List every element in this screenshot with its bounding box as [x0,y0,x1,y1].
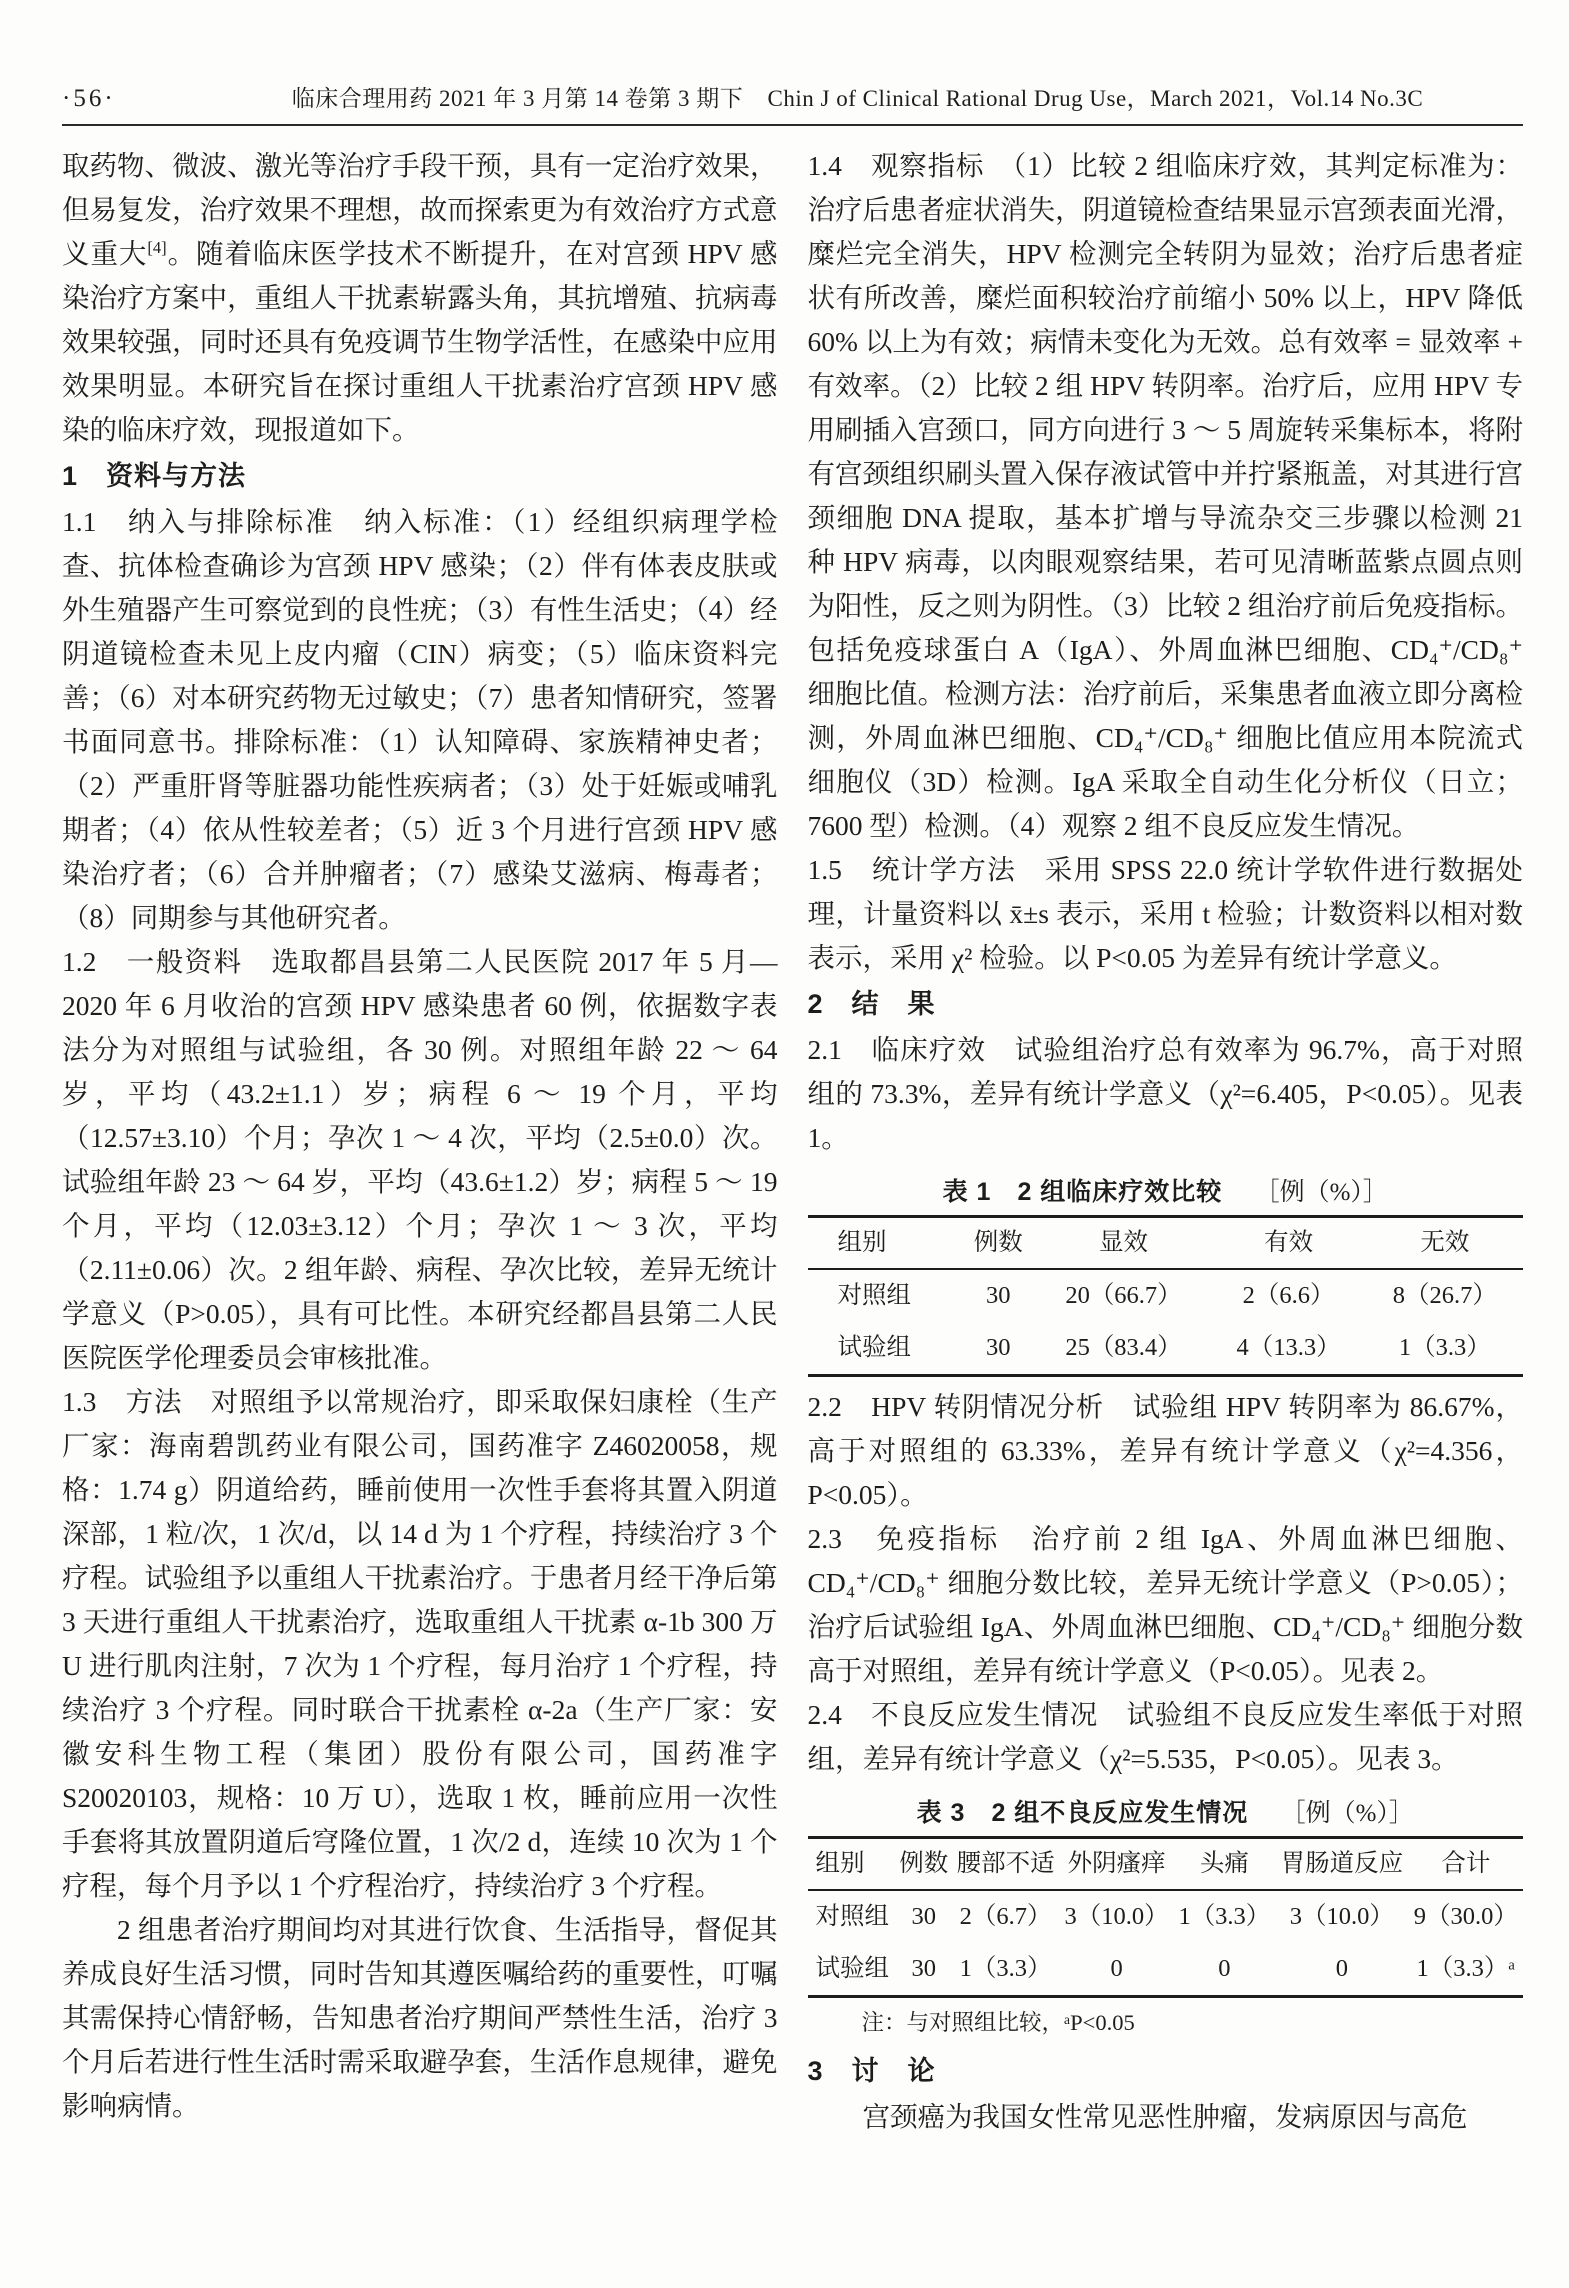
intro-text-b: 。随着临床医学技术不断提升，在对宫颈 HPV 感染治疗方案中，重组人干扰素崭露头角，其抗增殖、抗病毒效果较强，同时还具有免疫调节生物学活性，在感染中应用效果明显。本研究旨在探讨重组人干扰素治疗宫颈 HPV 感染的临床疗效，现报道如下。 [62,238,778,445]
table3-adverse-reactions [808,1836,1524,1998]
table-cell: 3（10.0） [1289,1903,1394,1930]
table3-caption [808,1793,1524,1834]
table-cell: 2（6.7） [959,1903,1052,1930]
table-cell: 30 [911,1903,936,1930]
column-header: 组别 [808,1217,960,1270]
paragraph-general-data: 1.2 一般资料 选取都昌县第二人民医院 2017 年 5 月—2020 年 6 月收治的宫颈 HPV 感染患者 60 例，依据数字表法分为对照组与试验组，各 30 例。对照组年龄 22 ～ 64 岁，平均（43.2±1.1）岁；病程 6 ～ 19 个月，平均（12.57±3.10）个月；孕次 1 ～ 4 次，平均（2.5±0.0）次。试验组年龄 23 ～ 64 岁，平均（43.6±1.2）岁；病程 5 ～ 19 个月，平均（12.03±3.12）个月；孕次 1 ～ 3 次，平均（2.11±0.06）次。2 组年龄、病程、孕次比较，差异无统计学意义（P>0.05），具有可比性。本研究经都昌县第二人民医院医学伦理委员会审核批准。 [62,946,778,1373]
table1-clinical-efficacy [808,1215,1524,1377]
right-column [808,144,1524,2139]
left-column [62,144,778,2139]
table1-caption-unit: ［例（%）］ [1254,1179,1388,1206]
column-header: 合计 [1409,1838,1523,1891]
table-header-row [808,1217,1524,1270]
paragraph-hpv-negative-rate: 2.2 HPV 转阴情况分析 试验组 HPV 转阴率为 86.67%，高于对照组的 63.33%，差异有统计学意义（χ²=4.356，P<0.05）。 [807,1391,1523,1510]
table-row [808,1890,1524,1943]
table-cell: 9（30.0） [1413,1903,1518,1930]
table-cell: 25（83.4） [1065,1334,1182,1361]
table-cell: 对照组 [837,1282,911,1309]
journal-title-cn: 临床合理用药 2021 年 3 月第 14 卷第 3 期下 [291,86,744,111]
column-header: 有效 [1210,1217,1366,1270]
intro-text-a: 取药物、微波、激光等治疗手段干预，具有一定治疗效果，但易复发，治疗效果不理想，故而探索更为有效治疗方式意义重大 [62,150,778,269]
paragraph-introduction [62,144,778,452]
table-cell: 30 [985,1334,1011,1361]
paragraph-statistics-method: 1.5 统计学方法 采用 SPSS 22.0 统计学软件进行数据处理，计量资料以 x̄±s 表示，采用 t 检验；计数资料以相对数表示，采用 χ² 检验。以 P<0.05 为差异有统计学意义。 [807,854,1523,973]
table-cell: 1（3.3） [1398,1334,1491,1361]
table-cell: 30 [985,1282,1011,1309]
column-header: 组别 [808,1838,896,1891]
column-header: 显效 [1037,1217,1211,1270]
table-cell: 30 [911,1955,936,1982]
column-header: 无效 [1367,1217,1523,1270]
table3-caption-unit: ［例（%）］ [1280,1800,1414,1827]
table-cell: 0 [1110,1955,1123,1982]
table1-caption [808,1172,1524,1213]
header-divider [62,124,1523,126]
paragraph-observation-index: 1.4 观察指标 （1）比较 2 组临床疗效，其判定标准为：治疗后患者症状消失，阴道镜检查结果显示宫颈表面光滑，糜烂完全消失，HPV 检测完全转阴为显效；治疗后患者症状有所改善，糜烂面积较治疗前缩小 50% 以上，HPV 降低 60% 以上为有效；病情未变化为无效。总有效率 = 显效率 + 有效率。（2）比较 2 组 HPV 转阴率。治疗后，应用 HPV 专用刷插入宫颈口，同方向进行 3 ～ 5 周旋转采集标本，将附有宫颈组织刷头置入保存液试管中并拧紧瓶盖，对其进行宫颈细胞 DNA 提取，基本扩增与导流杂交三步骤以检测 21 种 HPV 病毒，以肉眼观察结果，若可见清晰蓝紫点圆点则为阳性，反之则为阴性。（3）比较 2 组治疗前后免疫指标。包括免疫球蛋白 A（IgA）、外周血淋巴细胞、CD₄⁺/CD₈⁺ 细胞比值。检测方法：治疗前后，采集患者血液立即分离检测，外周血淋巴细胞、CD₄⁺/CD₈⁺ 细胞比值应用本院流式细胞仪（3D）检测。IgA 采取全自动生化分析仪（日立；7600 型）检测。（4）观察 2 组不良反应发生情况。 [807,150,1523,841]
table-cell: 1（3.3） [1178,1903,1271,1930]
table-cell: 3（10.0） [1064,1903,1169,1930]
column-header: 腰部不适 [952,1838,1060,1891]
page-number: ·56· [62,85,116,112]
table-header-row [808,1838,1524,1891]
paragraph-clinical-efficacy: 2.1 临床疗效 试验组治疗总有效率为 96.7%，高于对照组的 73.3%，差异有统计学意义（χ²=6.405，P<0.05）。见表 1。 [807,1034,1523,1153]
table-cell: 2（6.6） [1242,1282,1335,1309]
section-heading-discussion: 3 讨 论 [807,2056,936,2086]
table-cell: 试验组 [815,1955,889,1982]
table-cell: 4（13.3） [1236,1334,1341,1361]
table1-caption-title: 表 1 2 组临床疗效比较 [942,1178,1223,1206]
table-cell: 试验组 [837,1334,911,1361]
paragraph-method: 1.3 方法 对照组予以常规治疗，即采取保妇康栓（生产厂家：海南碧凯药业有限公司，国药准字 Z46020058，规格：1.74 g）阴道给药，睡前使用一次性手套将其置入阴道深部，1 粒/次，1 次/d，以 14 d 为 1 个疗程，持续治疗 3 个疗程。试验组予以重组人干扰素治疗。于患者月经干净后第 3 天进行重组人干扰素治疗，选取重组人干扰素 α-1b 300 万 U 进行肌肉注射，7 次为 1 个疗程，每月治疗 1 个疗程，持续治疗 3 个疗程。同时联合干扰素栓 α-2a（生产厂家：安徽安科生物工程（集团）股份有限公司，国药准字 S20020103，规格：10 万 U），选取 1 枚，睡前应用一次性手套将其放置阴道后穹隆位置，1 次/2 d，连续 10 次为 1 个疗程，每个月予以 1 个疗程治疗，持续治疗 3 个疗程。 [62,1386,778,1901]
table-row [808,1322,1524,1376]
column-header: 胃肠道反应 [1275,1838,1409,1891]
two-column-body [62,144,1523,2139]
journal-title-en: Chin J of Clinical Rational Drug Use，March 2021，Vol.14 No.3C [767,86,1424,111]
table-row [808,1269,1524,1322]
journal-title [192,84,1523,114]
page-header [62,84,1523,114]
paragraph-inclusion-exclusion: 1.1 纳入与排除标准 纳入标准：（1）经组织病理学检查、抗体检查确诊为宫颈 HPV 感染；（2）伴有体表皮肤或外生殖器产生可察觉到的良性疣；（3）有性生活史；（4）经阴道镜检查未见上皮内瘤（CIN）病变；（5）临床资料完善；（6）对本研究药物无过敏史；（7）患者知情研究，签署书面同意书。排除标准：（1）认知障碍、家族精神史者；（2）严重肝肾等脏器功能性疾病者；（3）处于妊娠或哺乳期者；（4）依从性较差者；（5）近 3 个月进行宫颈 HPV 感染治疗者；（6）合并肿瘤者；（7）感染艾滋病、梅毒者；（8）同期参与其他研究者。 [62,506,778,933]
table-cell: 0 [1218,1955,1231,1982]
paragraph-immune-index: 2.3 免疫指标 治疗前 2 组 IgA、外周血淋巴细胞、CD₄⁺/CD₈⁺ 细胞分数比较，差异无统计学意义（P>0.05）；治疗后试验组 IgA、外周血淋巴细胞、CD₄⁺/CD₈⁺ 细胞分数高于对照组，差异有统计学意义（P<0.05）。见表 2。 [807,1523,1523,1686]
column-header: 例数 [960,1217,1037,1270]
table-cell: 20（66.7） [1065,1282,1182,1309]
column-header: 头痛 [1174,1838,1275,1891]
paragraph-adverse-reactions: 2.4 不良反应发生情况 试验组不良反应发生率低于对照组，差异有统计学意义（χ²=5.535，P<0.05）。见表 3。 [807,1699,1523,1774]
table-cell: 1（3.3）ᵃ [1416,1955,1516,1982]
table-cell: 1（3.3） [959,1955,1052,1982]
paragraph-guidance: 2 组患者治疗期间均对其进行饮食、生活指导，督促其养成良好生活习惯，同时告知其遵医嘱给药的重要性，叮嘱其需保持心情舒畅，告知患者治疗期间严禁性生活，治疗 3 个月后若进行性生活时需采取避孕套，生活作息规律，避免影响病情。 [62,1914,778,2121]
column-header: 外阴瘙痒 [1059,1838,1173,1891]
table-cell: 对照组 [815,1903,889,1930]
table3-footnote: 注：与对照组比较，ᵃP<0.05 [861,2010,1135,2035]
section-heading-methods: 1 资料与方法 [62,461,247,491]
paragraph-discussion-intro: 宫颈癌为我国女性常见恶性肿瘤，发病原因与高危 [862,2101,1468,2132]
table-cell: 8（26.7） [1392,1282,1497,1309]
table-row [808,1943,1524,1997]
citation-superscript: [4] [147,237,167,257]
table-cell: 0 [1335,1955,1348,1982]
section-heading-results: 2 结 果 [807,989,936,1019]
column-header: 例数 [896,1838,952,1891]
table3-caption-title: 表 3 2 组不良反应发生情况 [916,1799,1249,1827]
